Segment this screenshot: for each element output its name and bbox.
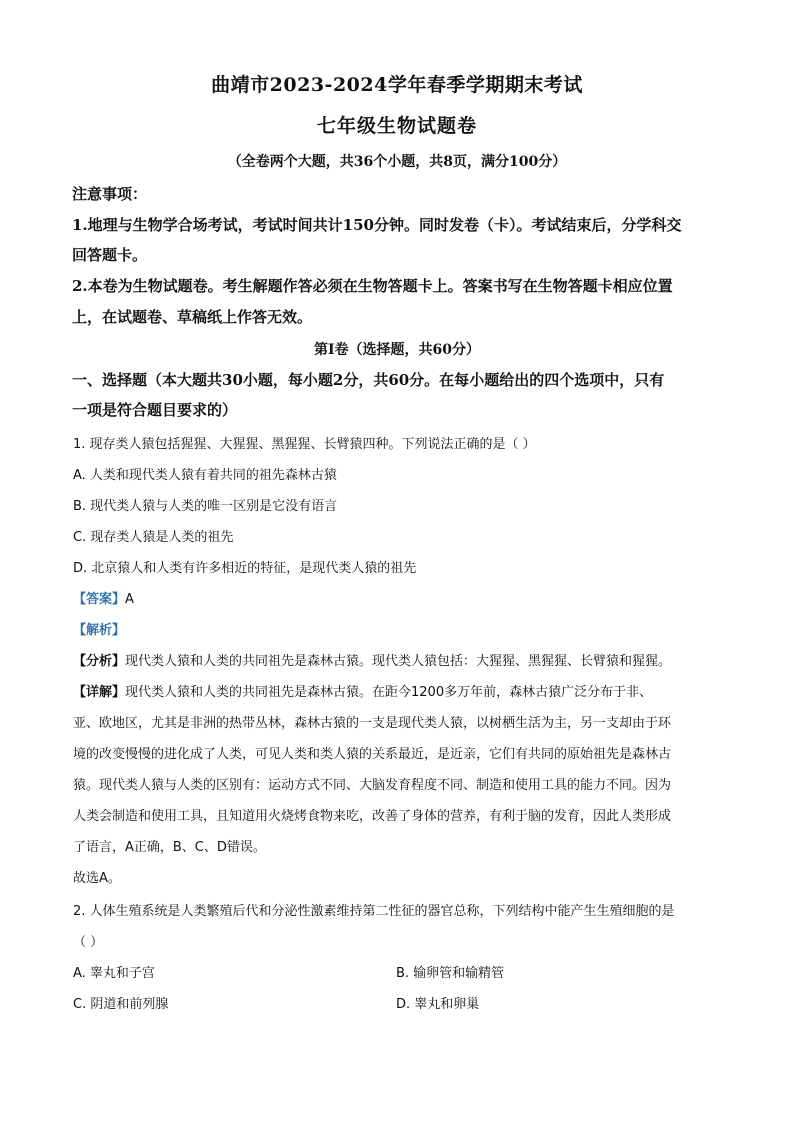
question-1-option-a: A. 人类和现代类人猿有着共同的祖先森林古猿	[73, 468, 337, 483]
detail-tag: 【详解】	[73, 685, 126, 700]
question-1-detail-line-1	[73, 681, 652, 700]
question-1-detail-line-3: 境的改变慢慢的进化成了人类，可见人类和类人猿的关系最近，是近亲，它们有共同的原始祖先是森林古	[73, 747, 672, 762]
exam-subtitle: 七年级生物试题卷	[316, 115, 477, 137]
notice-item-2-line-2: 上，在试题卷、草稿纸上作答无效。	[72, 308, 313, 326]
section-1-line-1: 一、选择题（本大题共30小题，每小题2分，共60分。在每小题给出的四个选项中，只有	[72, 371, 665, 389]
question-2-stem-line-1: 2. 人体生殖系统是人类繁殖后代和分泌性激素维持第二性征的器官总称，下列结构中能产生生殖细胞的是	[73, 904, 675, 919]
question-1-fenxi	[73, 650, 671, 669]
question-1-detail-line-4: 猿。现代类人猿与人类的区别有：运动方式不同、大脑发育程度不同、制造和使用工具的能力不同。因为	[73, 778, 672, 793]
exam-title: 曲靖市2023-2024学年春季学期期末考试	[211, 74, 583, 96]
question-1-answer	[73, 588, 134, 607]
answer-tag: 【答案】	[73, 592, 126, 607]
notice-item-1-line-2: 回答题卡。	[72, 246, 148, 264]
fenxi-text: 现代类人猿和人类的共同祖先是森林古猿。现代类人猿包括：大猩猩、黑猩猩、长臂猿和猩猩。	[125, 654, 672, 669]
question-2-option-b: B. 输卵管和输精管	[396, 966, 505, 981]
part-1-heading: 第Ⅰ卷（选择题，共60分）	[313, 342, 481, 358]
question-1-analysis-heading	[73, 619, 125, 638]
notice-item-2-line-1: 2.本卷为生物试题卷。考生解题作答必须在生物答题卡上。答案书写在生物答题卡相应位置	[72, 277, 673, 295]
question-1-conclusion: 故选A。	[73, 871, 121, 886]
question-1-option-b: B. 现代类人猿与人类的唯一区别是它没有语言	[73, 499, 338, 514]
question-1-option-c: C. 现存类人猿是人类的祖先	[73, 530, 234, 545]
section-1-line-2: 一项是符合题目要求的）	[72, 401, 238, 419]
exam-info: （全卷两个大题，共36个小题，共8页，满分100分）	[227, 154, 567, 170]
question-2-option-d: D. 睾丸和卵巢	[396, 997, 480, 1012]
question-1-detail-line-5: 人类会制造和使用工具，且知道用火烧烤食物来吃，改善了身体的营养，有利于脑的发育，因此人类形成	[73, 809, 672, 824]
fenxi-tag: 【分析】	[73, 654, 126, 669]
analysis-tag: 【解析】	[73, 623, 126, 638]
question-2-option-a: A. 睾丸和子宫	[73, 966, 155, 981]
answer-value: A	[125, 592, 134, 607]
notice-heading: 注意事项：	[72, 185, 148, 203]
question-1-stem: 1. 现存类人猿包括猩猩、大猩猩、黑猩猩、长臂猿四种。下列说法正确的是（ ）	[73, 437, 536, 452]
question-1-detail-line-6: 了语言，A正确，B、C、D错误。	[73, 840, 266, 855]
question-1-detail-line-2: 亚、欧地区，尤其是非洲的热带丛林，森林古猿的一支是现代类人猿，以树栖生活为主，另一支却由于环	[73, 716, 672, 731]
question-2-option-c: C. 阴道和前列腺	[73, 997, 169, 1012]
notice-item-1-line-1: 1.地理与生物学合场考试，考试时间共计150分钟。同时发卷（卡）。考试结束后，分学科交	[72, 216, 682, 234]
question-2-stem-line-2: （ ）	[73, 935, 104, 950]
detail-text-1: 现代类人猿和人类的共同祖先是森林古猿。在距今1200多万年前，森林古猿广泛分布于非、	[125, 685, 653, 700]
question-1-option-d: D. 北京猿人和人类有许多相近的特征，是现代类人猿的祖先	[73, 561, 417, 576]
